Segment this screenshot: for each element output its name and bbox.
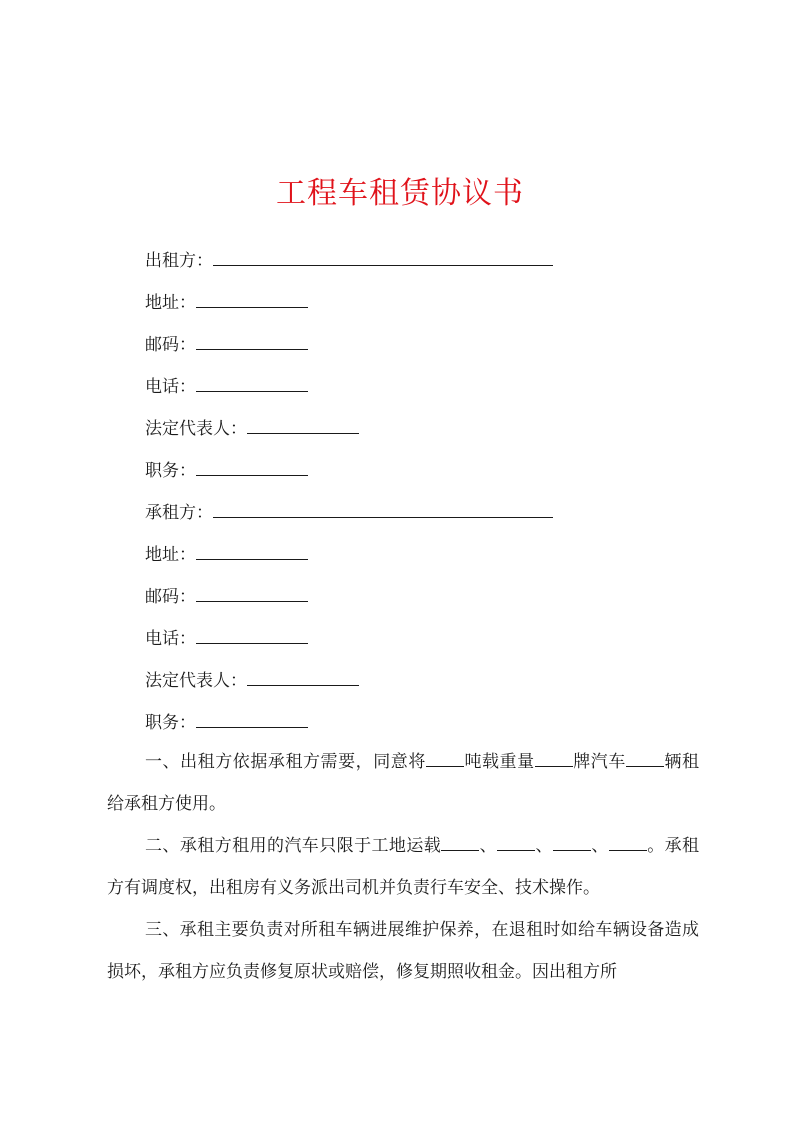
document-title: 工程车租赁协议书 (276, 176, 524, 211)
clause-1-part-d: 辆租给承租方使用。 (107, 752, 700, 814)
lessor-position-label: 职务： (145, 461, 196, 481)
lessor-party-label: 出租方： (145, 251, 213, 271)
lessee-phone-line (145, 625, 308, 651)
clause-3 (107, 909, 699, 993)
lessor-phone-line (145, 373, 308, 399)
clause-1-blank-2 (535, 748, 573, 767)
lessee-address-blank (196, 541, 308, 560)
lessee-party-line (145, 499, 553, 525)
lessee-party-blank (213, 499, 553, 518)
lessor-postcode-blank (196, 331, 308, 350)
lessee-position-line (145, 709, 308, 735)
lessee-address-line (145, 541, 308, 567)
lessor-rep-blank (247, 415, 359, 434)
lessor-phone-blank (196, 373, 308, 392)
lessee-rep-line (145, 667, 359, 693)
clause-2-blank-2 (497, 832, 535, 851)
lessee-party-label: 承租方： (145, 503, 213, 523)
lessor-position-blank (196, 457, 308, 476)
clause-1-part-c: 牌汽车 (572, 752, 626, 772)
lessee-phone-label: 电话： (145, 629, 196, 649)
clause-1-part-b: 吨载重量 (463, 752, 535, 772)
lessee-phone-blank (196, 625, 308, 644)
lessor-rep-line (145, 415, 359, 441)
clause-2-part-b: 。承租方有调度权，出租房有义务派出司机并负责行车安全、技术操作。 (107, 836, 700, 898)
lessor-position-line (145, 457, 308, 483)
lessor-rep-label: 法定代表人： (145, 419, 247, 439)
clause-2-sep-1: 、 (479, 836, 498, 856)
clause-2-sep-3: 、 (590, 836, 609, 856)
clause-2-part-a: 二、承租方租用的汽车只限于工地运载 (145, 836, 442, 856)
lessee-postcode-blank (196, 583, 308, 602)
lessee-postcode-line (145, 583, 308, 609)
clause-3-text: 三、承租主要负责对所租车辆进展维护保养，在退租时如给车辆设备造成损坏，承租方应负责修复原状或赔偿，修复期照收租金。因出租方所 (107, 920, 699, 982)
lessor-address-line (145, 289, 308, 315)
clause-2 (107, 825, 699, 909)
clause-1-part-a: 一、出租方依据承租方需要，同意将 (145, 752, 426, 772)
lessor-party-blank (213, 247, 553, 266)
lessor-party-line (145, 247, 553, 273)
lessee-address-label: 地址： (145, 545, 196, 565)
lessor-postcode-label: 邮码： (145, 335, 196, 355)
lessee-position-label: 职务： (145, 713, 196, 733)
clause-2-blank-4 (609, 832, 647, 851)
clause-1-blank-1 (426, 748, 464, 767)
clause-2-blank-3 (553, 832, 591, 851)
clause-2-blank-1 (441, 832, 479, 851)
lessor-address-blank (196, 289, 308, 308)
lessee-postcode-label: 邮码： (145, 587, 196, 607)
clause-1 (107, 741, 699, 825)
clause-2-sep-2: 、 (535, 836, 553, 856)
clause-1-blank-3 (626, 748, 664, 767)
lessee-rep-blank (247, 667, 359, 686)
lessor-phone-label: 电话： (145, 377, 196, 397)
lessee-position-blank (196, 709, 308, 728)
lessor-postcode-line (145, 331, 308, 357)
lessee-rep-label: 法定代表人： (145, 671, 247, 691)
lessor-address-label: 地址： (145, 293, 196, 313)
